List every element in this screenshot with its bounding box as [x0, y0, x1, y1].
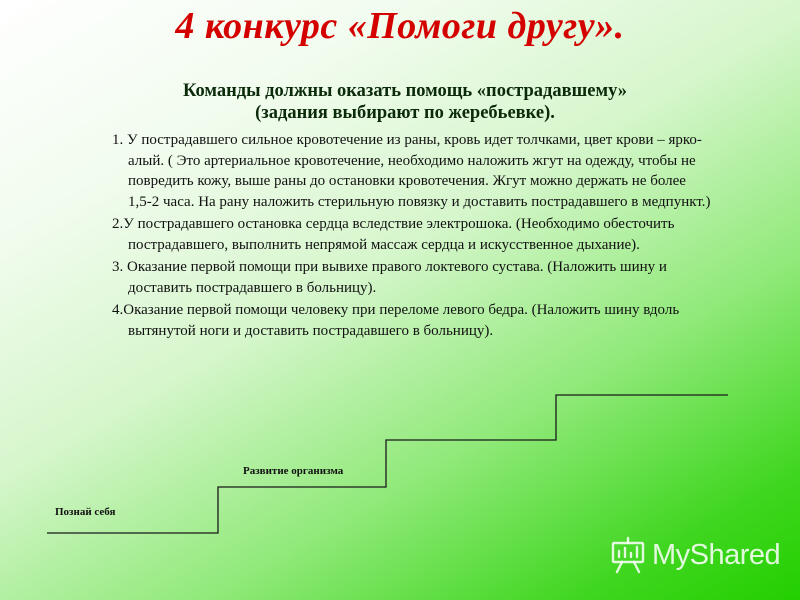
staircase-line — [47, 395, 728, 533]
task-item-1: 1. У пострадавшего сильное кровотечение из раны, кровь идет толчками, цвет крови – ярко-алый. ( Это артериальное кровотечение, необходимо наложить жгут на одежду, чтобы не повредить кожу, выше раны до остановки кровотечения. Жгут можно держать не более 1,5-2 часа. На рану наложить стерильную повязку и доставить пострадавшего в медпункт.) — [112, 132, 711, 210]
task-item-2: 2.У пострадавшего остановка сердца вследствие электрошока. (Необходимо обесточить пострадавшего, выполнить непрямой массаж сердца и искусственное дыхание). — [112, 216, 675, 253]
task-item-4: 4.Оказание первой помощи человеку при переломе левого бедра. (Наложить шину вдоль вытянутой ноги и доставить пострадавшего в больницу). — [112, 302, 680, 339]
slide-title: 4 конкурс «Помоги другу». — [175, 5, 625, 47]
task-item-3: 3. Оказание первой помощи при вывихе правого локтевого сустава. (Наложить шину и доставить пострадавшего в больницу). — [112, 259, 667, 296]
subtitle-line-1: Команды должны оказать помощь «пострадавшему» — [182, 81, 628, 101]
watermark-logo — [608, 535, 788, 575]
step-label-1: Познай себя — [55, 506, 116, 518]
subtitle-line-2: (задания выбирают по жеребьевке). — [255, 103, 555, 123]
presentation-board-icon — [608, 535, 648, 575]
step-label-2: Развитие организма — [243, 465, 344, 477]
watermark-text: MyShared — [652, 538, 781, 571]
